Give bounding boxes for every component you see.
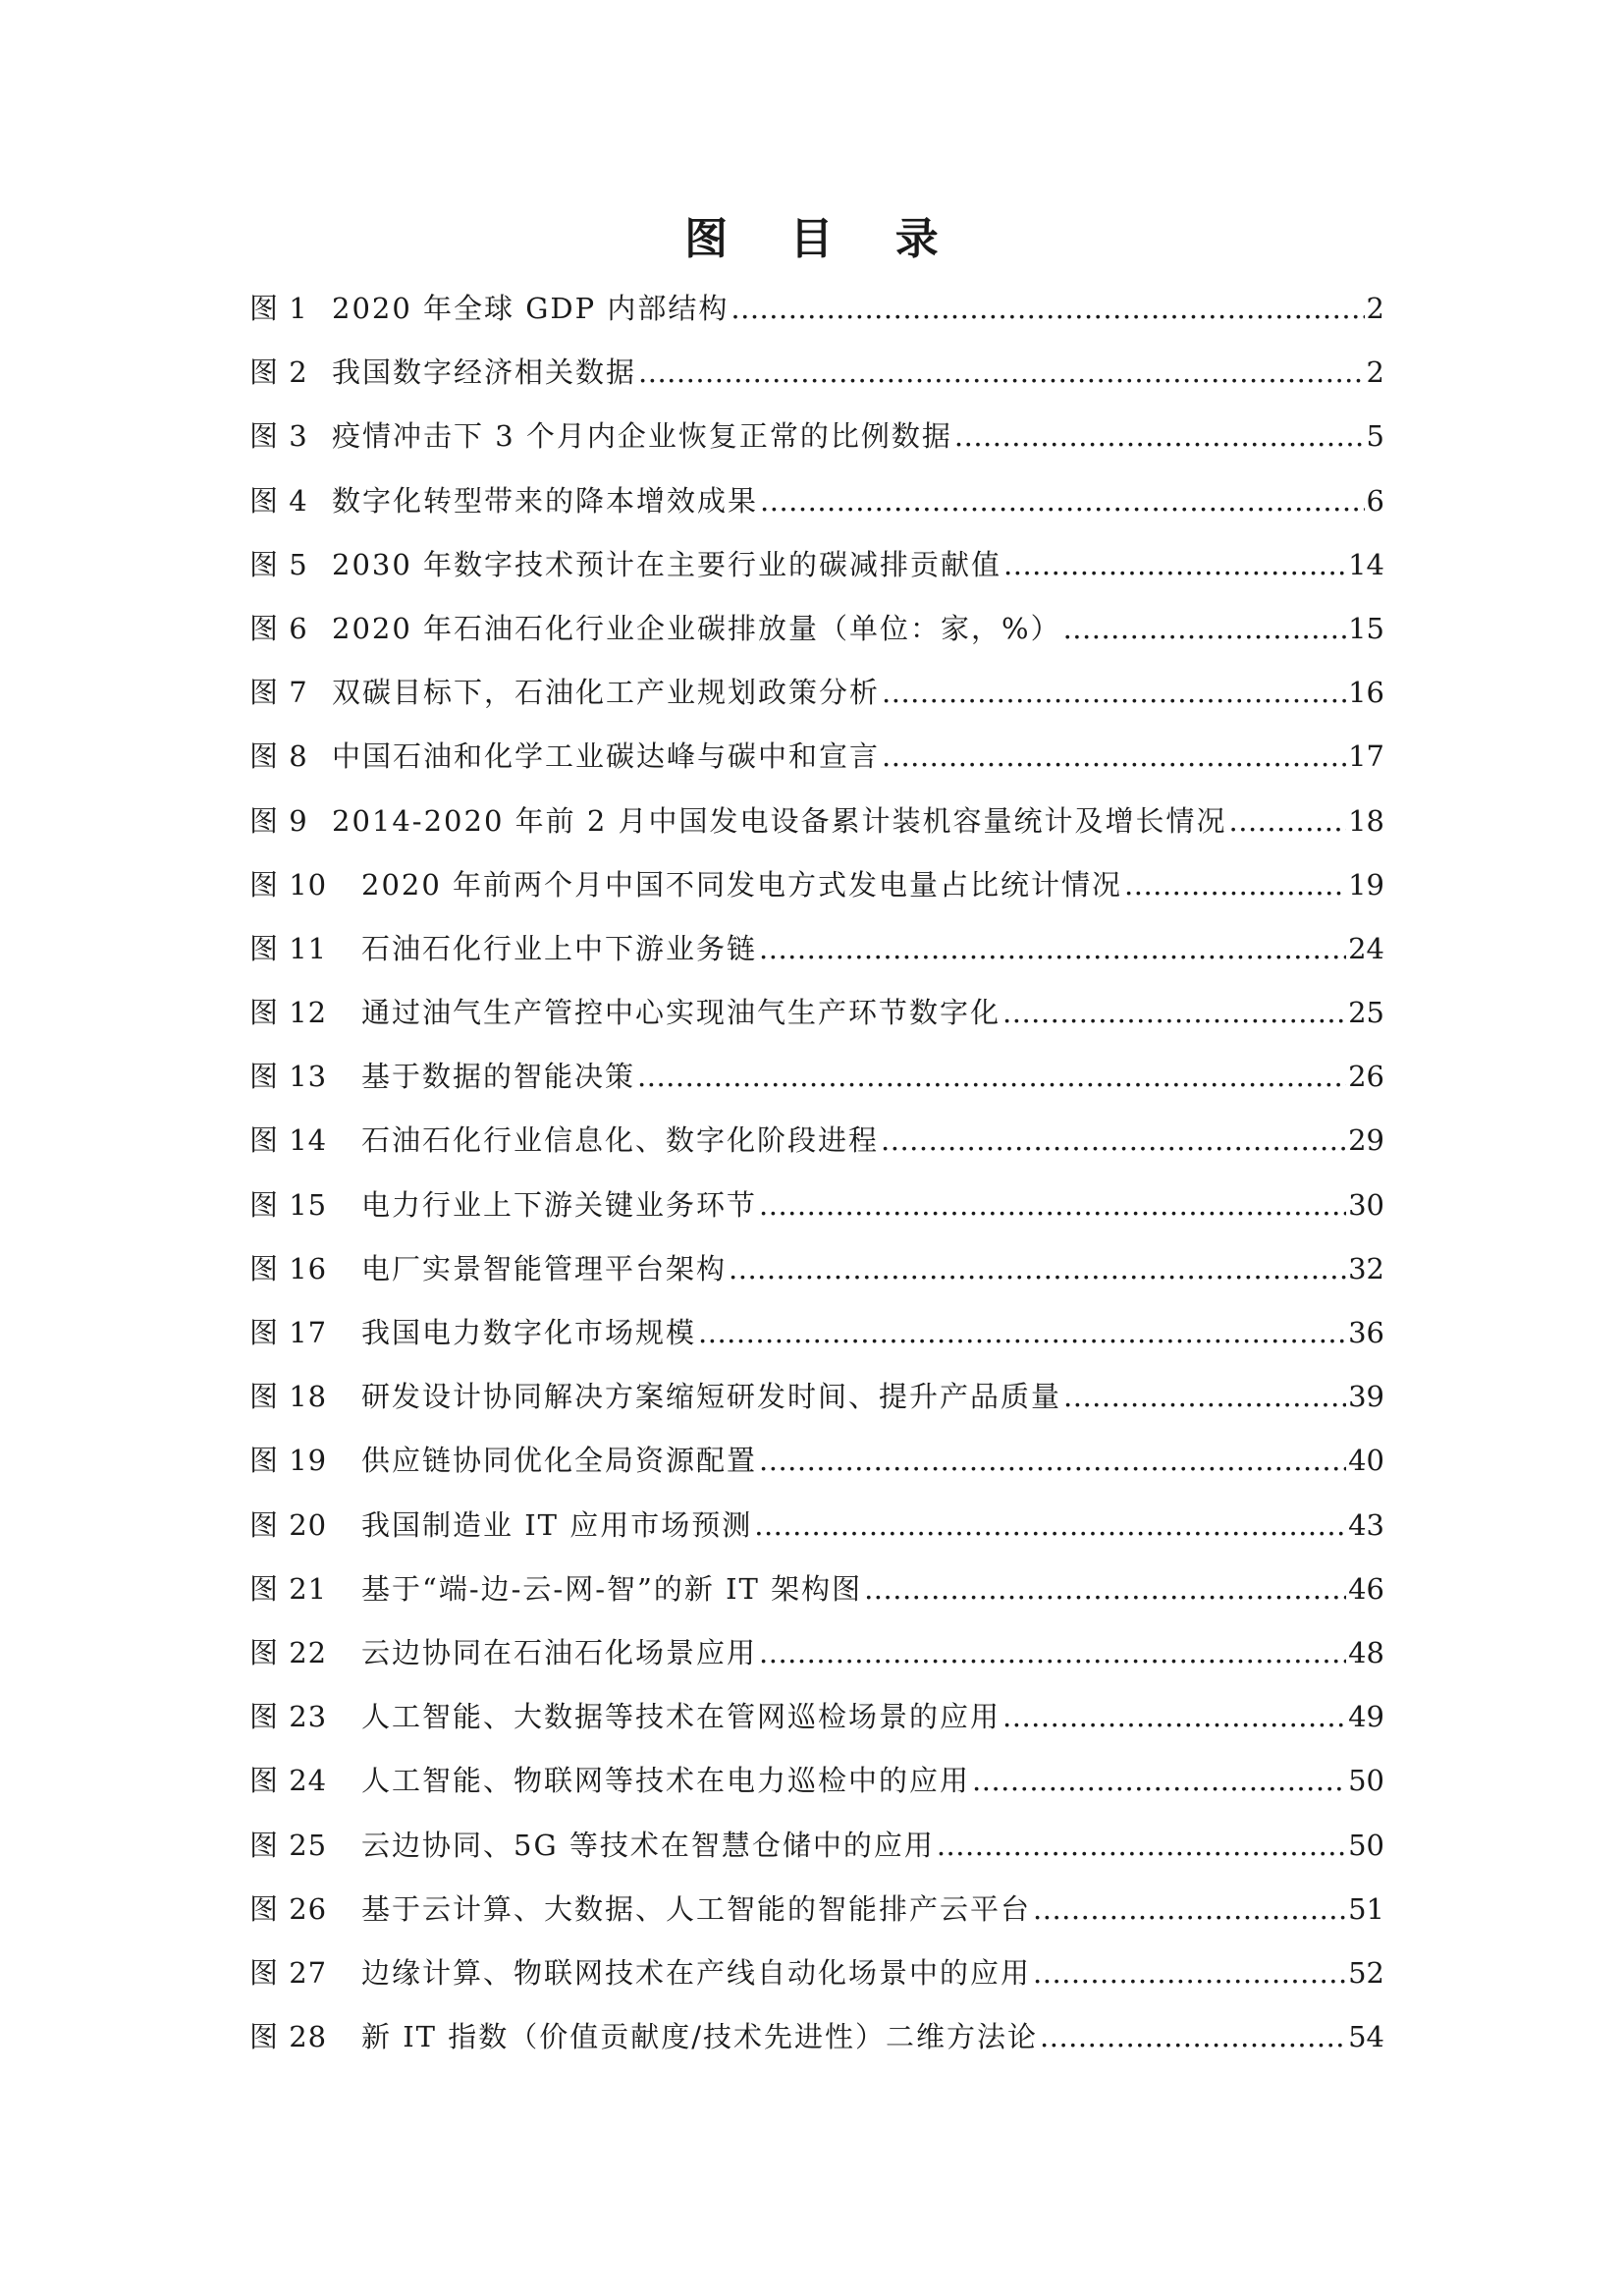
page-number: 39 — [1348, 1380, 1384, 1414]
figure-number: 图 18 — [249, 1380, 328, 1414]
dot-leader — [1229, 799, 1347, 843]
toc-entry[interactable] — [249, 543, 1384, 607]
toc-entry[interactable] — [249, 1887, 1384, 1951]
dot-leader — [937, 1824, 1346, 1867]
toc-entry[interactable] — [249, 1247, 1384, 1311]
dot-leader — [1033, 1887, 1346, 1931]
figure-number: 图 20 — [249, 1507, 328, 1542]
page-number: 50 — [1348, 1764, 1384, 1798]
page-number: 36 — [1348, 1316, 1384, 1349]
figure-caption: 研发设计协同解决方案缩短研发时间、提升产品质量 — [361, 1380, 1062, 1414]
figure-caption: 2014-2020 年前 2 月中国发电设备累计装机容量统计及增长情况 — [332, 803, 1227, 838]
page-number: 43 — [1348, 1507, 1384, 1542]
figure-number: 图 10 — [249, 867, 328, 902]
toc-entry[interactable] — [249, 1951, 1384, 2015]
figure-caption: 基于云计算、大数据、人工智能的智能排产云平台 — [361, 1891, 1032, 1926]
figure-number: 图 22 — [249, 1635, 328, 1669]
figure-caption: 电厂实景智能管理平台架构 — [361, 1251, 728, 1285]
figure-number: 图 19 — [249, 1444, 328, 1478]
dot-leader — [759, 927, 1346, 970]
dot-leader — [637, 1055, 1346, 1098]
toc-entry[interactable] — [249, 414, 1384, 478]
figure-caption: 疫情冲击下 3 个月内企业恢复正常的比例数据 — [332, 419, 952, 454]
page-number: 32 — [1348, 1251, 1384, 1285]
page-number: 49 — [1348, 1700, 1384, 1734]
toc-entry[interactable] — [249, 1631, 1384, 1695]
page-number: 18 — [1348, 803, 1384, 838]
dot-leader — [972, 1759, 1346, 1802]
figure-number: 图 5 — [249, 547, 308, 581]
figure-number: 图 3 — [249, 419, 308, 454]
page-number: 19 — [1348, 867, 1384, 902]
figure-caption: 石油石化行业信息化、数字化阶段进程 — [361, 1123, 880, 1158]
toc-entry[interactable] — [249, 863, 1384, 927]
toc-entry[interactable] — [249, 351, 1384, 414]
figure-number: 图 26 — [249, 1891, 328, 1926]
toc-entry[interactable] — [249, 671, 1384, 735]
figure-number: 图 12 — [249, 996, 328, 1030]
figure-caption: 云边协同、5G 等技术在智慧仓储中的应用 — [361, 1828, 935, 1862]
figure-caption: 2020 年全球 GDP 内部结构 — [332, 292, 730, 325]
toc-entry[interactable] — [249, 2015, 1384, 2079]
page-number: 15 — [1348, 611, 1384, 645]
figure-number: 图 8 — [249, 739, 308, 774]
figure-caption: 基于数据的智能决策 — [361, 1060, 636, 1094]
figure-number: 图 6 — [249, 611, 308, 645]
figure-caption: 人工智能、大数据等技术在管网巡检场景的应用 — [361, 1700, 1001, 1734]
toc-entry[interactable] — [249, 1567, 1384, 1631]
figure-number: 图 11 — [249, 931, 328, 965]
dot-leader — [1002, 991, 1346, 1034]
toc-entry[interactable] — [249, 287, 1384, 351]
page-number: 40 — [1348, 1444, 1384, 1478]
page-number: 17 — [1348, 739, 1384, 774]
page-number: 48 — [1348, 1635, 1384, 1669]
page-number: 29 — [1348, 1123, 1384, 1158]
toc-entry[interactable] — [249, 1503, 1384, 1567]
page-number: 24 — [1348, 931, 1384, 965]
page-number: 16 — [1348, 676, 1384, 710]
dot-leader — [729, 1247, 1346, 1290]
figure-number: 图 23 — [249, 1700, 328, 1734]
dot-leader — [954, 414, 1365, 458]
toc-entry[interactable] — [249, 1183, 1384, 1247]
dot-leader — [638, 351, 1365, 394]
figure-number: 图 2 — [249, 355, 308, 390]
toc-entry[interactable] — [249, 991, 1384, 1055]
toc-entry[interactable] — [249, 1759, 1384, 1823]
figure-caption: 2020 年石油石化行业企业碳排放量（单位：家，%） — [332, 611, 1061, 645]
figure-number: 图 1 — [249, 292, 308, 325]
figure-list — [249, 287, 1384, 2079]
page-number: 5 — [1366, 419, 1384, 454]
figure-number: 图 13 — [249, 1060, 328, 1094]
toc-entry[interactable] — [249, 1439, 1384, 1503]
toc-entry[interactable] — [249, 927, 1384, 991]
dot-leader — [1033, 1951, 1346, 1995]
figure-caption: 我国电力数字化市场规模 — [361, 1316, 697, 1349]
toc-entry[interactable] — [249, 1311, 1384, 1375]
dot-leader — [759, 1439, 1346, 1482]
figure-caption: 基于“端-边-云-网-智”的新 IT 架构图 — [361, 1571, 863, 1606]
page-number: 25 — [1348, 996, 1384, 1030]
figure-caption: 电力行业上下游关键业务环节 — [361, 1187, 758, 1222]
figure-number: 图 27 — [249, 1955, 328, 1990]
figure-number: 图 21 — [249, 1571, 328, 1606]
figure-number: 图 16 — [249, 1251, 328, 1285]
figure-number: 图 17 — [249, 1316, 328, 1349]
toc-entry[interactable] — [249, 735, 1384, 798]
dot-leader — [759, 1183, 1346, 1227]
page-number: 51 — [1348, 1891, 1384, 1926]
page-number: 46 — [1348, 1571, 1384, 1606]
dot-leader — [1040, 2015, 1346, 2058]
figure-caption: 数字化转型带来的降本增效成果 — [332, 483, 759, 518]
figure-number: 图 4 — [249, 483, 308, 518]
dot-leader — [760, 479, 1365, 522]
page-number: 50 — [1348, 1828, 1384, 1862]
page-title: 图 目 录 — [684, 214, 962, 264]
dot-leader — [754, 1503, 1346, 1547]
dot-leader — [1063, 607, 1347, 650]
figure-caption: 我国数字经济相关数据 — [332, 355, 637, 390]
dot-leader — [730, 287, 1364, 330]
toc-entry[interactable] — [249, 1695, 1384, 1759]
figure-caption: 云边协同在石油石化场景应用 — [361, 1635, 758, 1669]
figure-caption: 供应链协同优化全局资源配置 — [361, 1444, 758, 1478]
dot-leader — [698, 1311, 1346, 1354]
toc-entry[interactable] — [249, 479, 1384, 543]
page-number: 2 — [1366, 292, 1384, 325]
figure-caption: 通过油气生产管控中心实现油气生产环节数字化 — [361, 996, 1001, 1030]
page-number: 54 — [1348, 2020, 1384, 2054]
dot-leader — [1002, 1695, 1346, 1738]
figure-caption: 我国制造业 IT 应用市场预测 — [361, 1507, 753, 1542]
figure-caption: 2030 年数字技术预计在主要行业的碳减排贡献值 — [332, 547, 1002, 581]
figure-number: 图 9 — [249, 803, 308, 838]
page-number: 52 — [1348, 1955, 1384, 1990]
page-number: 26 — [1348, 1060, 1384, 1094]
dot-leader — [1063, 1375, 1346, 1418]
figure-caption: 石油石化行业上中下游业务链 — [361, 931, 758, 965]
dot-leader — [882, 735, 1346, 778]
dot-leader — [759, 1631, 1346, 1674]
page-number: 30 — [1348, 1187, 1384, 1222]
figure-number: 图 14 — [249, 1123, 328, 1158]
toc-entry[interactable] — [249, 607, 1384, 671]
figure-caption: 双碳目标下，石油化工产业规划政策分析 — [332, 676, 881, 710]
dot-leader — [864, 1567, 1346, 1611]
page-number: 2 — [1366, 355, 1384, 390]
figure-caption: 新 IT 指数（价值贡献度/技术先进性）二维方法论 — [361, 2020, 1039, 2054]
figure-number: 图 7 — [249, 676, 308, 710]
figure-number: 图 25 — [249, 1828, 328, 1862]
toc-entry[interactable] — [249, 1055, 1384, 1119]
page-number: 14 — [1348, 547, 1384, 581]
figure-number: 图 24 — [249, 1764, 328, 1798]
figure-number: 图 15 — [249, 1187, 328, 1222]
toc-entry[interactable] — [249, 1119, 1384, 1182]
dot-leader — [1003, 543, 1346, 586]
figure-number: 图 28 — [249, 2020, 328, 2054]
figure-caption: 2020 年前两个月中国不同发电方式发电量占比统计情况 — [361, 867, 1123, 902]
dot-leader — [881, 1119, 1346, 1162]
dot-leader — [1124, 863, 1346, 906]
page-number: 6 — [1366, 483, 1384, 518]
figure-caption: 边缘计算、物联网技术在产线自动化场景中的应用 — [361, 1955, 1032, 1990]
dot-leader — [882, 671, 1346, 714]
toc-entry[interactable] — [249, 799, 1384, 863]
toc-entry[interactable] — [249, 1824, 1384, 1887]
figure-caption: 中国石油和化学工业碳达峰与碳中和宣言 — [332, 739, 881, 774]
toc-entry[interactable] — [249, 1375, 1384, 1439]
figure-caption: 人工智能、物联网等技术在电力巡检中的应用 — [361, 1764, 971, 1798]
